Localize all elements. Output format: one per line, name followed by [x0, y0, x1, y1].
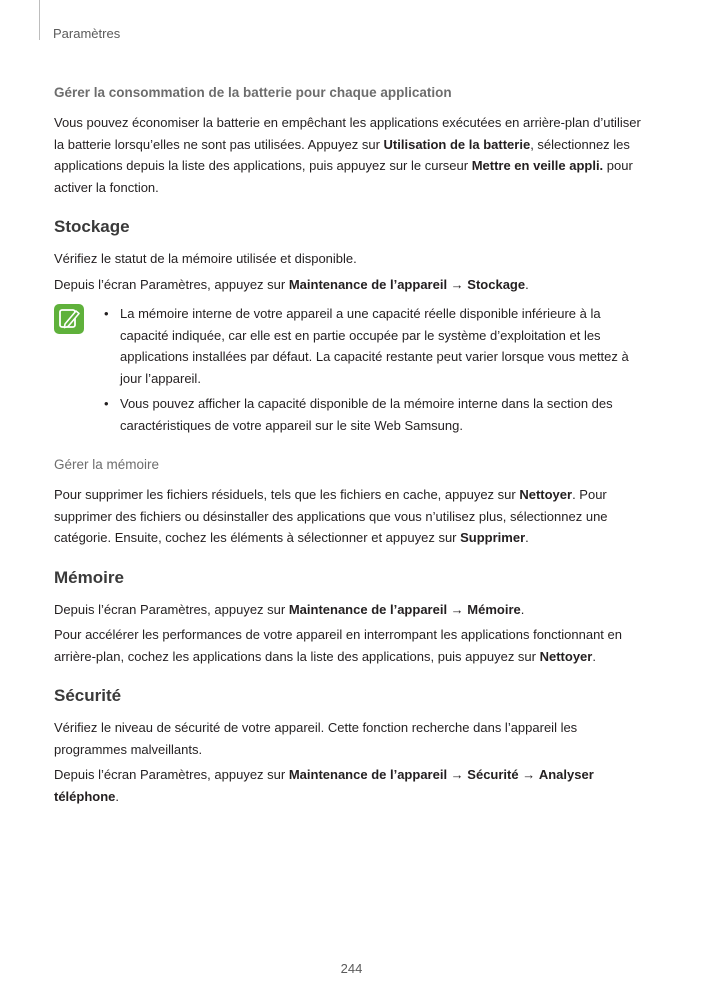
manage-memory-paragraph: Pour supprimer les fichiers résiduels, tels que les fichiers en cache, appuyez sur Nettoyer. Pour supprimer des fichiers ou désinstaller des applications que vous n’utilisez plus, sélectionnez une catégorie. Ensuite, cochez les éléments à sélectionner et appuyez sur Supprimer.	[54, 487, 608, 545]
manage-memory-heading: Gérer la mémoire	[54, 457, 160, 472]
note-pencil-icon	[54, 304, 84, 334]
header-rule	[39, 0, 40, 40]
note-item: • Vous pouvez afficher la capacité disponible de la mémoire interne dans la section des caractéristiques de votre appareil sur le site Web Samsung.	[104, 396, 613, 433]
memory-paragraph: Pour accélérer les performances de votre appareil en interrompant les applications fonctionnant en arrière-plan, cochez les applications dans la liste des applications, puis appuyez sur Nettoyer.	[54, 627, 622, 664]
memory-heading: Mémoire	[54, 567, 124, 587]
page-header-title: Paramètres	[53, 26, 121, 41]
storage-path: Depuis l’écran Paramètres, appuyez sur Maintenance de l’appareil → Stockage.	[54, 276, 529, 292]
storage-note	[54, 303, 646, 436]
security-heading: Sécurité	[54, 686, 122, 705]
page-number: 244	[340, 961, 363, 976]
note-item: • La mémoire interne de votre appareil a une capacité réelle disponible inférieure à la capacité indiquée, car elle est en partie occupée par le système d’exploitation et les applications installées par défaut. La capacité restante peut varier lorsque vous mettez à jour l’appareil.	[104, 306, 629, 386]
security-intro: Vérifiez le niveau de sécurité de votre appareil. Cette fonction recherche dans l’appareil les programmes malveillants.	[54, 720, 578, 757]
battery-paragraph: Vous pouvez économiser la batterie en empêchant les applications exécutées en arrière-plan d’utiliser la batterie lorsqu’elles ne sont pas utilisées. Appuyez sur Utilisation de la batterie, sélectionnez les applications depuis la liste des applications, puis appuyez sur le curseur Mettre en veille appli. pour activer la fonction.	[54, 115, 641, 195]
memory-path: Depuis l’écran Paramètres, appuyez sur Maintenance de l’appareil → Mémoire.	[54, 601, 525, 617]
storage-heading: Stockage	[54, 217, 130, 236]
security-path: Depuis l’écran Paramètres, appuyez sur Maintenance de l’appareil → Sécurité → Analyser téléphone.	[54, 767, 594, 804]
battery-heading: Gérer la consommation de la batterie pour chaque application	[54, 85, 452, 100]
page-content	[54, 84, 646, 811]
storage-intro: Vérifiez le statut de la mémoire utilisée et disponible.	[54, 251, 357, 266]
